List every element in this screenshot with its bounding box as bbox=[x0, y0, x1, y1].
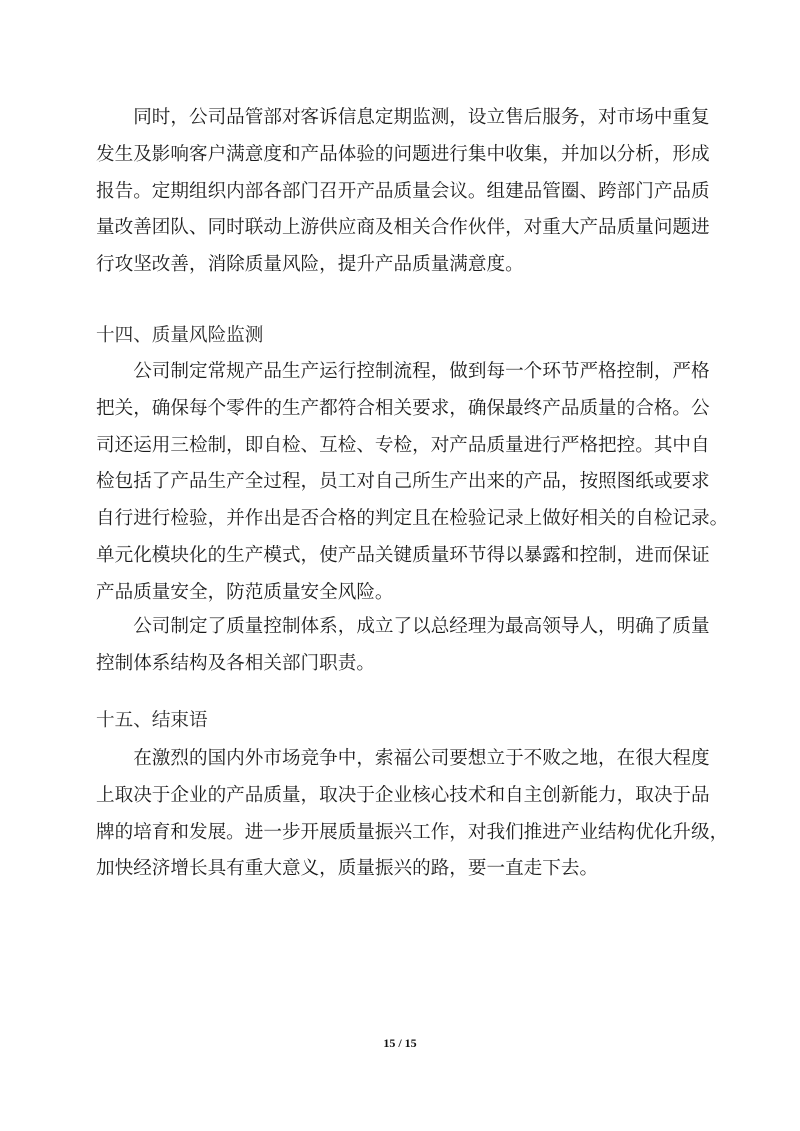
paragraph-line: 自行进行检验，并作出是否合格的判定且在检验记录上做好相关的自检记录。 bbox=[96, 508, 729, 530]
paragraph-line: 把关，确保每个零件的生产都符合相关要求，确保最终产品质量的合格。公 bbox=[96, 397, 710, 419]
paragraph-line: 上取决于企业的产品质量，取决于企业核心技术和自主创新能力，取决于品 bbox=[96, 784, 710, 806]
section-heading-quality-risk: 十四、质量风险监测 bbox=[96, 325, 264, 346]
paragraph-line: 单元化模块化的生产模式，使产品关键质量环节得以暴露和控制，进而保证 bbox=[96, 544, 710, 566]
paragraph-conclusion bbox=[96, 741, 729, 888]
section-heading-conclusion: 十五、结束语 bbox=[96, 710, 208, 731]
paragraph-quality-system bbox=[96, 609, 726, 683]
paragraph-line: 在激烈的国内外市场竞争中，索福公司要想立于不败之地，在很大程度 bbox=[96, 748, 710, 769]
paragraph-line: 同时，公司品管部对客诉信息定期监测，设立售后服务，对市场中重复 bbox=[96, 107, 710, 128]
paragraph-line: 行攻坚改善，消除质量风险，提升产品质量满意度。 bbox=[96, 254, 524, 276]
paragraph-line: 加快经济增长具有重大意义，质量振兴的路，要一直走下去。 bbox=[96, 858, 599, 880]
paragraph-production-control bbox=[96, 354, 729, 612]
paragraph-line: 牌的培育和发展。进一步开展质量振兴工作，对我们推进产业结构优化升级， bbox=[96, 821, 729, 843]
paragraph-line: 量改善团队、同时联动上游供应商及相关合作伙伴，对重大产品质量问题进 bbox=[96, 217, 710, 239]
paragraph-line: 产品质量安全，防范质量安全风险。 bbox=[96, 581, 394, 603]
paragraph-line: 司还运用三检制，即自检、互检、专检，对产品质量进行严格把控。其中自 bbox=[96, 434, 710, 456]
paragraph-complaint-monitoring bbox=[96, 100, 726, 284]
paragraph-line: 检包括了产品生产全过程，员工对自己所生产出来的产品，按照图纸或要求 bbox=[96, 471, 710, 493]
page-number: 15 / 15 bbox=[383, 1036, 417, 1050]
paragraph-line: 控制体系结构及各相关部门职责。 bbox=[96, 652, 375, 674]
paragraph-line: 公司制定常规产品生产运行控制流程，做到每一个环节严格控制，严格 bbox=[96, 361, 710, 382]
paragraph-line: 报告。定期组织内部各部门召开产品质量会议。组建品管圈、跨部门产品质 bbox=[96, 180, 710, 202]
paragraph-line: 发生及影响客户满意度和产品体验的问题进行集中收集，并加以分析，形成 bbox=[96, 143, 710, 165]
paragraph-line: 公司制定了质量控制体系，成立了以总经理为最高领导人，明确了质量 bbox=[96, 616, 710, 637]
